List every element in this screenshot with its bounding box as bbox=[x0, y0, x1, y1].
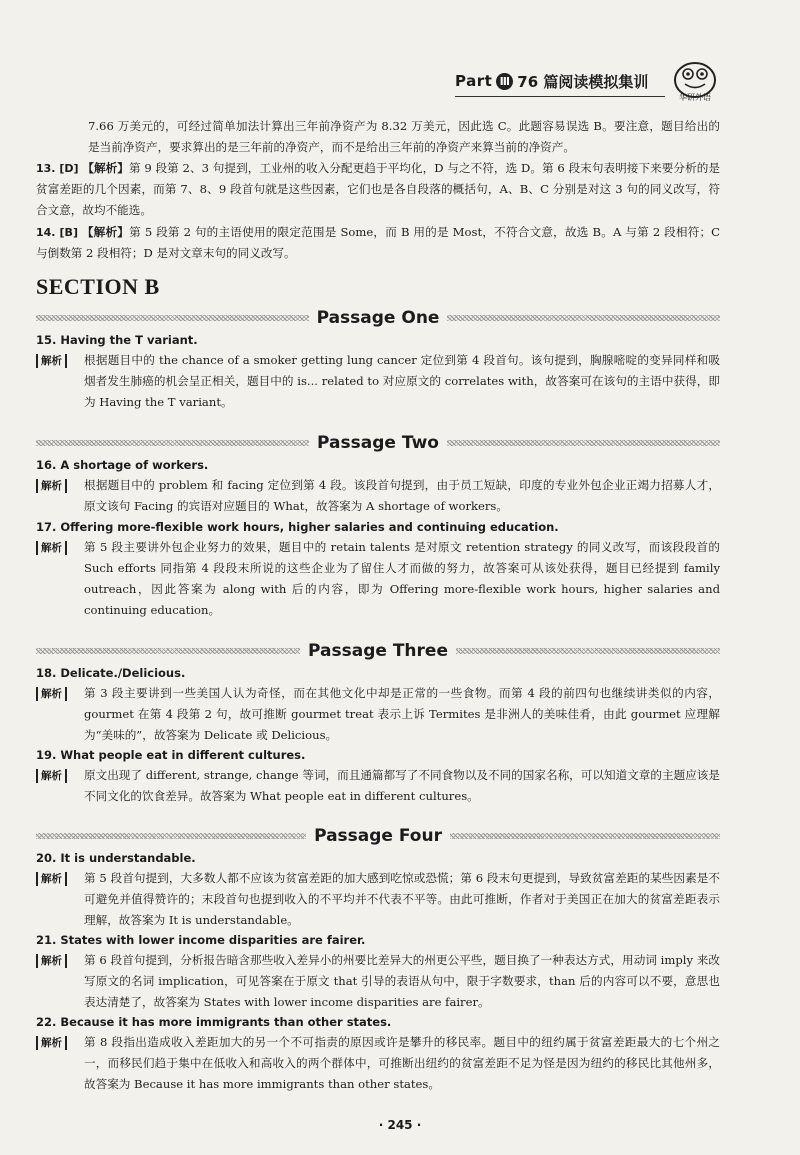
decorative-rule bbox=[36, 833, 306, 839]
analysis-text: 第 5 段首句提到，大多数人都不应该为贫富差距的加大感到吃惊或恐慌；第 6 段末句更提到，导致贫富差距的某些因素是不可避免并值得赞许的；末段首句也提到收入的不平均并不代表不平等。由此可推断，作者对于美国正在加大的贫富差距表示理解，故答案为 It is understandable。 bbox=[84, 871, 720, 927]
question-15: 15. Having the T variant. bbox=[36, 333, 198, 347]
analysis-tag: 【解析】 bbox=[81, 225, 130, 239]
analysis-text: 根据题目中的 problem 和 facing 定位到第 4 段。该段首句提到，由于员工短缺，印度的专业外包企业正竭力招募人才，原文该句 Facing 的宾语对应题目的 What，故答案为 A shortage of workers。 bbox=[84, 478, 720, 513]
analysis-tag: 解析 bbox=[36, 769, 67, 783]
analysis-text: 第 8 段指出造成收入差距加大的另一个不可指责的原因或许是攀升的移民率。题目中的纽约属于贫富差距最大的七个州之一，而移民们趋于集中在低收入和高收入的两个群体中，可推断出纽约的贫富差距不足为怪是因为纽约的移民比其他州多，故答案为 Because it has more immigrants than other states。 bbox=[84, 1035, 720, 1091]
analysis-20 bbox=[36, 868, 720, 931]
question-18: 18. Delicate./Delicious. bbox=[36, 666, 186, 680]
passage-title: Passage Three bbox=[308, 641, 448, 661]
answer-label: 13. [D] bbox=[36, 162, 79, 175]
analysis-18 bbox=[36, 683, 720, 746]
intro-continuation: 7.66 万美元的，可经过简单加法计算出三年前净资产为 8.32 万美元，因此选 C。此题容易误选 B。要注意，题目给出的是当前净资产，要求算出的是三年前的净资产，而不是给出三年前的净资产来算当前的净资产。 bbox=[88, 119, 720, 154]
decorative-rule bbox=[36, 440, 309, 446]
passage-title: Passage One bbox=[316, 308, 440, 328]
passage-title: Passage Two bbox=[317, 433, 439, 453]
decorative-rule bbox=[447, 440, 720, 446]
analysis-21 bbox=[36, 950, 720, 1013]
header-title: 76 篇阅读模拟集训 bbox=[517, 72, 649, 91]
question-19: 19. What people eat in different cultures. bbox=[36, 748, 306, 762]
answer-text: 第 9 段第 2、3 句提到，工业州的收入分配更趋于平均化，D 与之不符，选 D。第 6 段末句表明接下来要分析的是贫富差距的几个因素，而第 7、8、9 段首句就是这些因素，它们也是各自段落的概括句，A、B、C 分别是对这 3 句的同义改写，符合文意，故均不能选。 bbox=[36, 161, 720, 217]
answer-label: 14. [B] bbox=[36, 226, 78, 239]
analysis-tag: 解析 bbox=[36, 872, 67, 886]
analysis-16 bbox=[36, 475, 720, 517]
analysis-tag: 解析 bbox=[36, 479, 67, 493]
question-22: 22. Because it has more immigrants than other states. bbox=[36, 1015, 392, 1029]
passage-heading bbox=[36, 307, 720, 329]
page-number: · 245 · bbox=[378, 1118, 422, 1132]
analysis-tag: 解析 bbox=[36, 354, 67, 368]
question-20: 20. It is understandable. bbox=[36, 851, 196, 865]
decorative-rule bbox=[447, 315, 720, 321]
analysis-text: 第 3 段主要讲到一些美国人认为奇怪，而在其他文化中却是正常的一些食物。而第 4 段的前四句也继续讲类似的内容，gourmet 在第 4 段第 2 句，故可推断 gourmet treat 表示上诉 Termites 是非洲人的美味佳肴，由此 gourmet 应理解为“美味的”，故答案为 Delicate 或 Delicious。 bbox=[84, 686, 720, 742]
answer-text: 第 5 段第 2 句的主语使用的限定范围是 Some，而 B 用的是 Most，不符合文意，故选 B。A 与第 2 段相符；C 与倒数第 2 段相符；D 是对文章末句的同义改写。 bbox=[36, 225, 720, 260]
running-header bbox=[455, 66, 648, 96]
analysis-tag: 解析 bbox=[36, 1036, 67, 1050]
analysis-text: 根据题目中的 the chance of a smoker getting lung cancer 定位到第 4 段首句。该句提到，胸腺嘧啶的变异同样和吸烟者发生肺癌的机会呈正相关，题目中的 is... related to 对应原文的 correlates with，故答案可在该句的主语中获得，即为 Having the T variant。 bbox=[84, 353, 720, 409]
publisher-logo-text: 华研外语 bbox=[679, 93, 711, 102]
analysis-19 bbox=[36, 765, 720, 807]
analysis-tag: 【解析】 bbox=[82, 161, 129, 175]
passage-heading bbox=[36, 640, 720, 662]
decorative-rule bbox=[450, 833, 720, 839]
section-title: SECTION B bbox=[36, 274, 160, 299]
analysis-text: 第 5 段主要讲外包企业努力的效果，题目中的 retain talents 是对原文 retention strategy 的同义改写，而该段段首的 Such efforts 同指第 4 段段末所说的这些企业为了留住人才而做的努力，故答案可从该处获得，题目已经提到 family outreach，因此答案为 along with 后的内容，即为 Offering more-flexible work hours, higher salaries and continuing education。 bbox=[84, 540, 720, 617]
analysis-tag: 解析 bbox=[36, 687, 67, 701]
decorative-rule bbox=[36, 648, 300, 654]
header-part-label: Part bbox=[455, 72, 493, 90]
decorative-rule bbox=[456, 648, 720, 654]
analysis-15 bbox=[36, 350, 720, 413]
header-part-number: Ⅲ bbox=[496, 73, 513, 90]
analysis-tag: 解析 bbox=[36, 541, 67, 555]
decorative-rule bbox=[36, 315, 309, 321]
analysis-17 bbox=[36, 537, 720, 621]
header-rule bbox=[455, 96, 665, 97]
analysis-text: 原文出现了 different, strange, change 等词，而且通篇都写了不同食物以及不同的国家名称，可以知道文章的主题应该是不同文化的饮食差异。故答案为 What people eat in different cultures。 bbox=[84, 768, 720, 803]
passage-heading bbox=[36, 825, 720, 847]
answer-item-14 bbox=[36, 222, 720, 264]
question-16: 16. A shortage of workers. bbox=[36, 458, 209, 472]
analysis-22 bbox=[36, 1032, 720, 1095]
question-21: 21. States with lower income disparities are fairer. bbox=[36, 933, 366, 947]
passage-heading bbox=[36, 432, 720, 454]
analysis-tag: 解析 bbox=[36, 954, 67, 968]
question-17: 17. Offering more-flexible work hours, higher salaries and continuing education. bbox=[36, 520, 559, 534]
answer-item-13 bbox=[36, 158, 720, 221]
passage-title: Passage Four bbox=[314, 826, 442, 846]
analysis-text: 第 6 段首句提到，分析报告暗含那些收入差异小的州要比差异大的州更公平些，题目换了一种表达方式，用动词 imply 来改写原文的名词 implication，可见答案在于原文 that 引导的表语从句中，限于字数要求，than 后的内容可以不要，意思也表达清楚了，故答案为 States with lower income disparities are fairer。 bbox=[84, 953, 720, 1009]
